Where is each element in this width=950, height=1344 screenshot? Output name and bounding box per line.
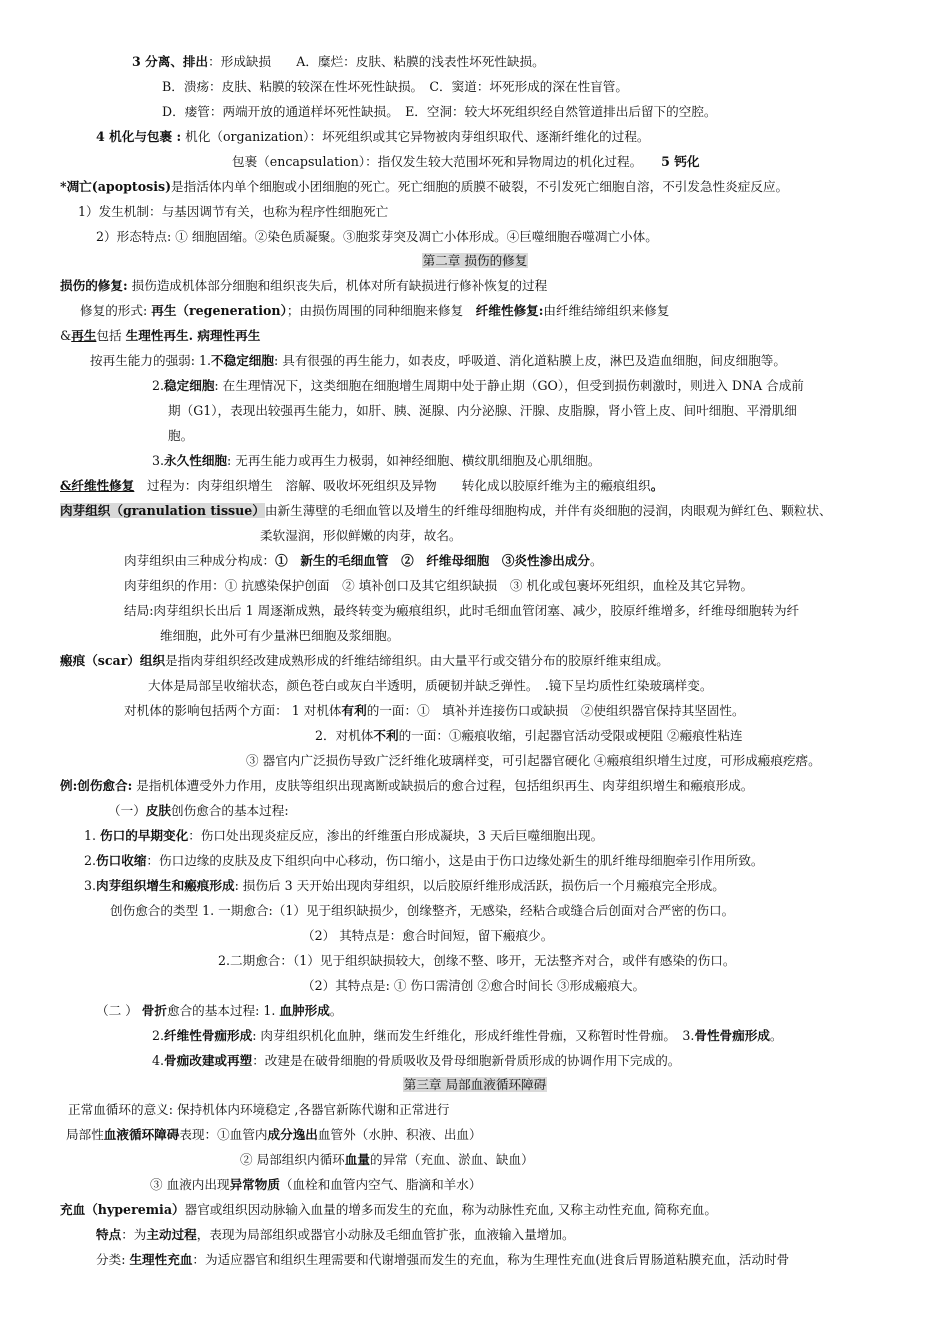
text-line: 分类: 生理性充血：为适应器官和组织生理需要和代谢增强而发生的充血，称为生理性充血(进食后胃肠道粘膜充血，活动时骨 <box>96 1252 790 1267</box>
text-line: 3 分离、排出：形成缺损 A．糜烂：皮肤、粘膜的浅表性坏死性缺损。 <box>132 54 545 69</box>
text-line: &再生包括 生理性再生. 病理性再生 <box>60 328 261 343</box>
text-line: B．溃疡：皮肤、粘膜的较深在性坏死性缺损。 C．窦道：坏死形成的深在性盲管。 <box>162 79 628 94</box>
text-line: ③ 器官内广泛损伤导致广泛纤维化玻璃样变，可引起器官硬化 ④瘢痕组织增生过度，可形成瘢痕疙瘩。 <box>246 753 821 768</box>
text-line: 特点：为主动过程，表现为局部组织或器官小动脉及毛细血管扩张，血液输入量增加。 <box>96 1227 575 1242</box>
text-line: 3.永久性细胞: 无再生能力或再生力极弱，如神经细胞、横纹肌细胞及心肌细胞。 <box>152 453 601 468</box>
text-line: （二 ） 骨折愈合的基本过程: 1. 血肿形成。 <box>96 1003 343 1018</box>
text-line: 结局:肉芽组织长出后 1 周逐渐成熟，最终转变为瘢痕组织，此时毛细血管闭塞、减少，胶原纤维增多，纤维母细胞转为纤 <box>124 603 800 618</box>
text-line: 对机体的影响包括两个方面： 1 对机体有利的一面：① 填补并连接伤口或缺损 ②使组织器官保持其坚固性。 <box>124 703 745 718</box>
text-line: 1）发生机制：与基因调节有关，也称为程序性细胞死亡 <box>78 204 389 219</box>
text-line: 2．对机体不利的一面：①瘢痕收缩，引起器官活动受限或梗阻 ②瘢痕性粘连 <box>315 728 743 743</box>
text-line: 2.纤维性骨痂形成: 肉芽组织机化血肿，继而发生纤维化，形成纤维性骨痂，又称暂时性骨痂。 3.骨性骨痂形成。 <box>152 1028 783 1043</box>
text-line: 4.骨痂改建或再塑：改建是在破骨细胞的骨质吸收及骨母细胞新骨质形成的协调作用下完成的。 <box>152 1053 681 1068</box>
text-line: （2） 其特点是：愈合时间短，留下瘢痕少。 <box>302 928 554 943</box>
chapter-heading: 第三章 局部血液循环障碍 <box>403 1077 547 1092</box>
text-line: &纤维性修复 过程为：肉芽组织增生 溶解、吸收坏死组织及异物 转化成以胶原纤维为主的瘢痕组织。 <box>60 478 664 493</box>
text-line: 包裹（encapsulation）：指仅发生较大范围坏死和异物周边的机化过程。 5 钙化 <box>232 154 700 169</box>
text-line: 柔软湿润，形似鲜嫩的肉芽，故名。 <box>260 528 462 543</box>
text-line: 肉芽组织（granulation tissue）由新生薄壁的毛细血管以及增生的纤维母细胞构成，并伴有炎细胞的浸润，肉眼观为鲜红色、颗粒状、 <box>60 503 832 518</box>
text-line: 创伤愈合的类型 1. 一期愈合:（1）见于组织缺损少，创缘整齐，无感染，经粘合或缝合后创面对合严密的伤口。 <box>110 903 735 918</box>
text-line: 期（G1），表现出较强再生能力，如肝、胰、涎腺、内分泌腺、汗腺、皮脂腺，肾小管上皮、间叶细胞、平滑肌细 <box>168 403 797 418</box>
text-line: 瘢痕（scar）组织是指肉芽组织经改建成熟形成的纤维结缔组织。由大量平行或交错分布的胶原纤维束组成。 <box>60 653 669 668</box>
text-line: 2）形态特点: ① 细胞固缩。②染色质凝聚。③胞浆芽突及凋亡小体形成。④巨噬细胞吞噬凋亡小体。 <box>96 229 658 244</box>
text-line: 局部性血液循环障碍表现：①血管内成分逸出血管外（水肿、积液、出血） <box>66 1127 482 1142</box>
text-line: 3.肉芽组织增生和瘢痕形成: 损伤后 3 天开始出现肉芽组织，以后胶原纤维形成活跃，损伤后一个月瘢痕完全形成。 <box>84 878 725 893</box>
chapter-heading: 第二章 损伤的修复 <box>422 253 528 268</box>
text-line: 按再生能力的强弱: 1.不稳定细胞: 具有很强的再生能力，如表皮，呼吸道、消化道粘膜上皮，淋巴及造血细胞，间皮细胞等。 <box>90 353 786 368</box>
text-line: *凋亡(apoptosis)是指活体内单个细胞或小团细胞的死亡。死亡细胞的质膜不破裂，不引发死亡细胞自溶，不引发急性炎症反应。 <box>60 179 789 194</box>
text-line: （2）其特点是: ① 伤口需清创 ②愈合时间长 ③形成瘢痕大。 <box>302 978 646 993</box>
text-line: 维细胞，此外可有少量淋巴细胞及浆细胞。 <box>160 628 400 643</box>
text-line: 肉芽组织的作用：① 抗感染保护创面 ② 填补创口及其它组织缺损 ③ 机化或包裹坏死组织，血栓及其它异物。 <box>124 578 754 593</box>
text-line: 正常血循环的意义: 保持机体内环境稳定 ,各器官新陈代谢和正常进行 <box>68 1102 450 1117</box>
text-line: ② 局部组织内循环血量的异常（充血、淤血、缺血） <box>240 1152 534 1167</box>
text-line: 损伤的修复: 损伤造成机体部分细胞和组织丧失后，机体对所有缺损进行修补恢复的过程 <box>60 278 548 293</box>
text-line: 充血（hyperemia）器官或组织因动脉输入血量的增多而发生的充血，称为动脉性充血, 又称主动性充血, 简称充血。 <box>60 1202 717 1217</box>
text-line: 2.二期愈合：（1）见于组织缺损较大，创缘不整、哆开，无法整齐对合，或伴有感染的伤口。 <box>218 953 736 968</box>
text-line: 2.稳定细胞: 在生理情况下，这类细胞在细胞增生周期中处于静止期（GO），但受到损伤刺激时，则进入 DNA 合成前 <box>152 378 804 393</box>
text-line: D．瘘管：两端开放的通道样坏死性缺损。 E．空洞：较大坏死组织经自然管道排出后留下的空腔。 <box>162 104 717 119</box>
text-line: 肉芽组织由三种成分构成：① 新生的毛细血管 ② 纤维母细胞 ③炎性渗出成分。 <box>124 553 603 568</box>
text-line: 2.伤口收缩：伤口边缘的皮肤及皮下组织向中心移动，伤口缩小，这是由于伤口边缘处新生的肌纤维母细胞牵引作用所致。 <box>84 853 764 868</box>
text-line: 修复的形式: 再生（regeneration）；由损伤周围的同种细胞来修复 纤维性修复:由纤维结缔组织来修复 <box>80 303 670 318</box>
text-line: 1. 伤口的早期变化：伤口处出现炎症反应，渗出的纤维蛋白形成凝块，3 天后巨噬细胞出现。 <box>84 828 604 843</box>
text-line: 胞。 <box>168 428 194 443</box>
text-line: （一）皮肤创伤愈合的基本过程: <box>108 803 289 818</box>
text-line: 4 机化与包裹 : 机化（organization）：坏死组织或其它异物被肉芽组织取代、逐渐纤维化的过程。 <box>96 129 650 144</box>
text-line: ③ 血液内出现异常物质（血栓和血管内空气、脂滴和羊水） <box>150 1177 482 1192</box>
text-line: 例:创伤愈合: 是指机体遭受外力作用，皮肤等组织出现离断或缺损后的愈合过程，包括组织再生、肉芽组织增生和瘢痕形成。 <box>60 778 754 793</box>
text-line: 大体是局部呈收缩状态，颜色苍白或灰白半透明，质硬韧并缺乏弹性。 .镜下呈均质性红染玻璃样变。 <box>148 678 713 693</box>
